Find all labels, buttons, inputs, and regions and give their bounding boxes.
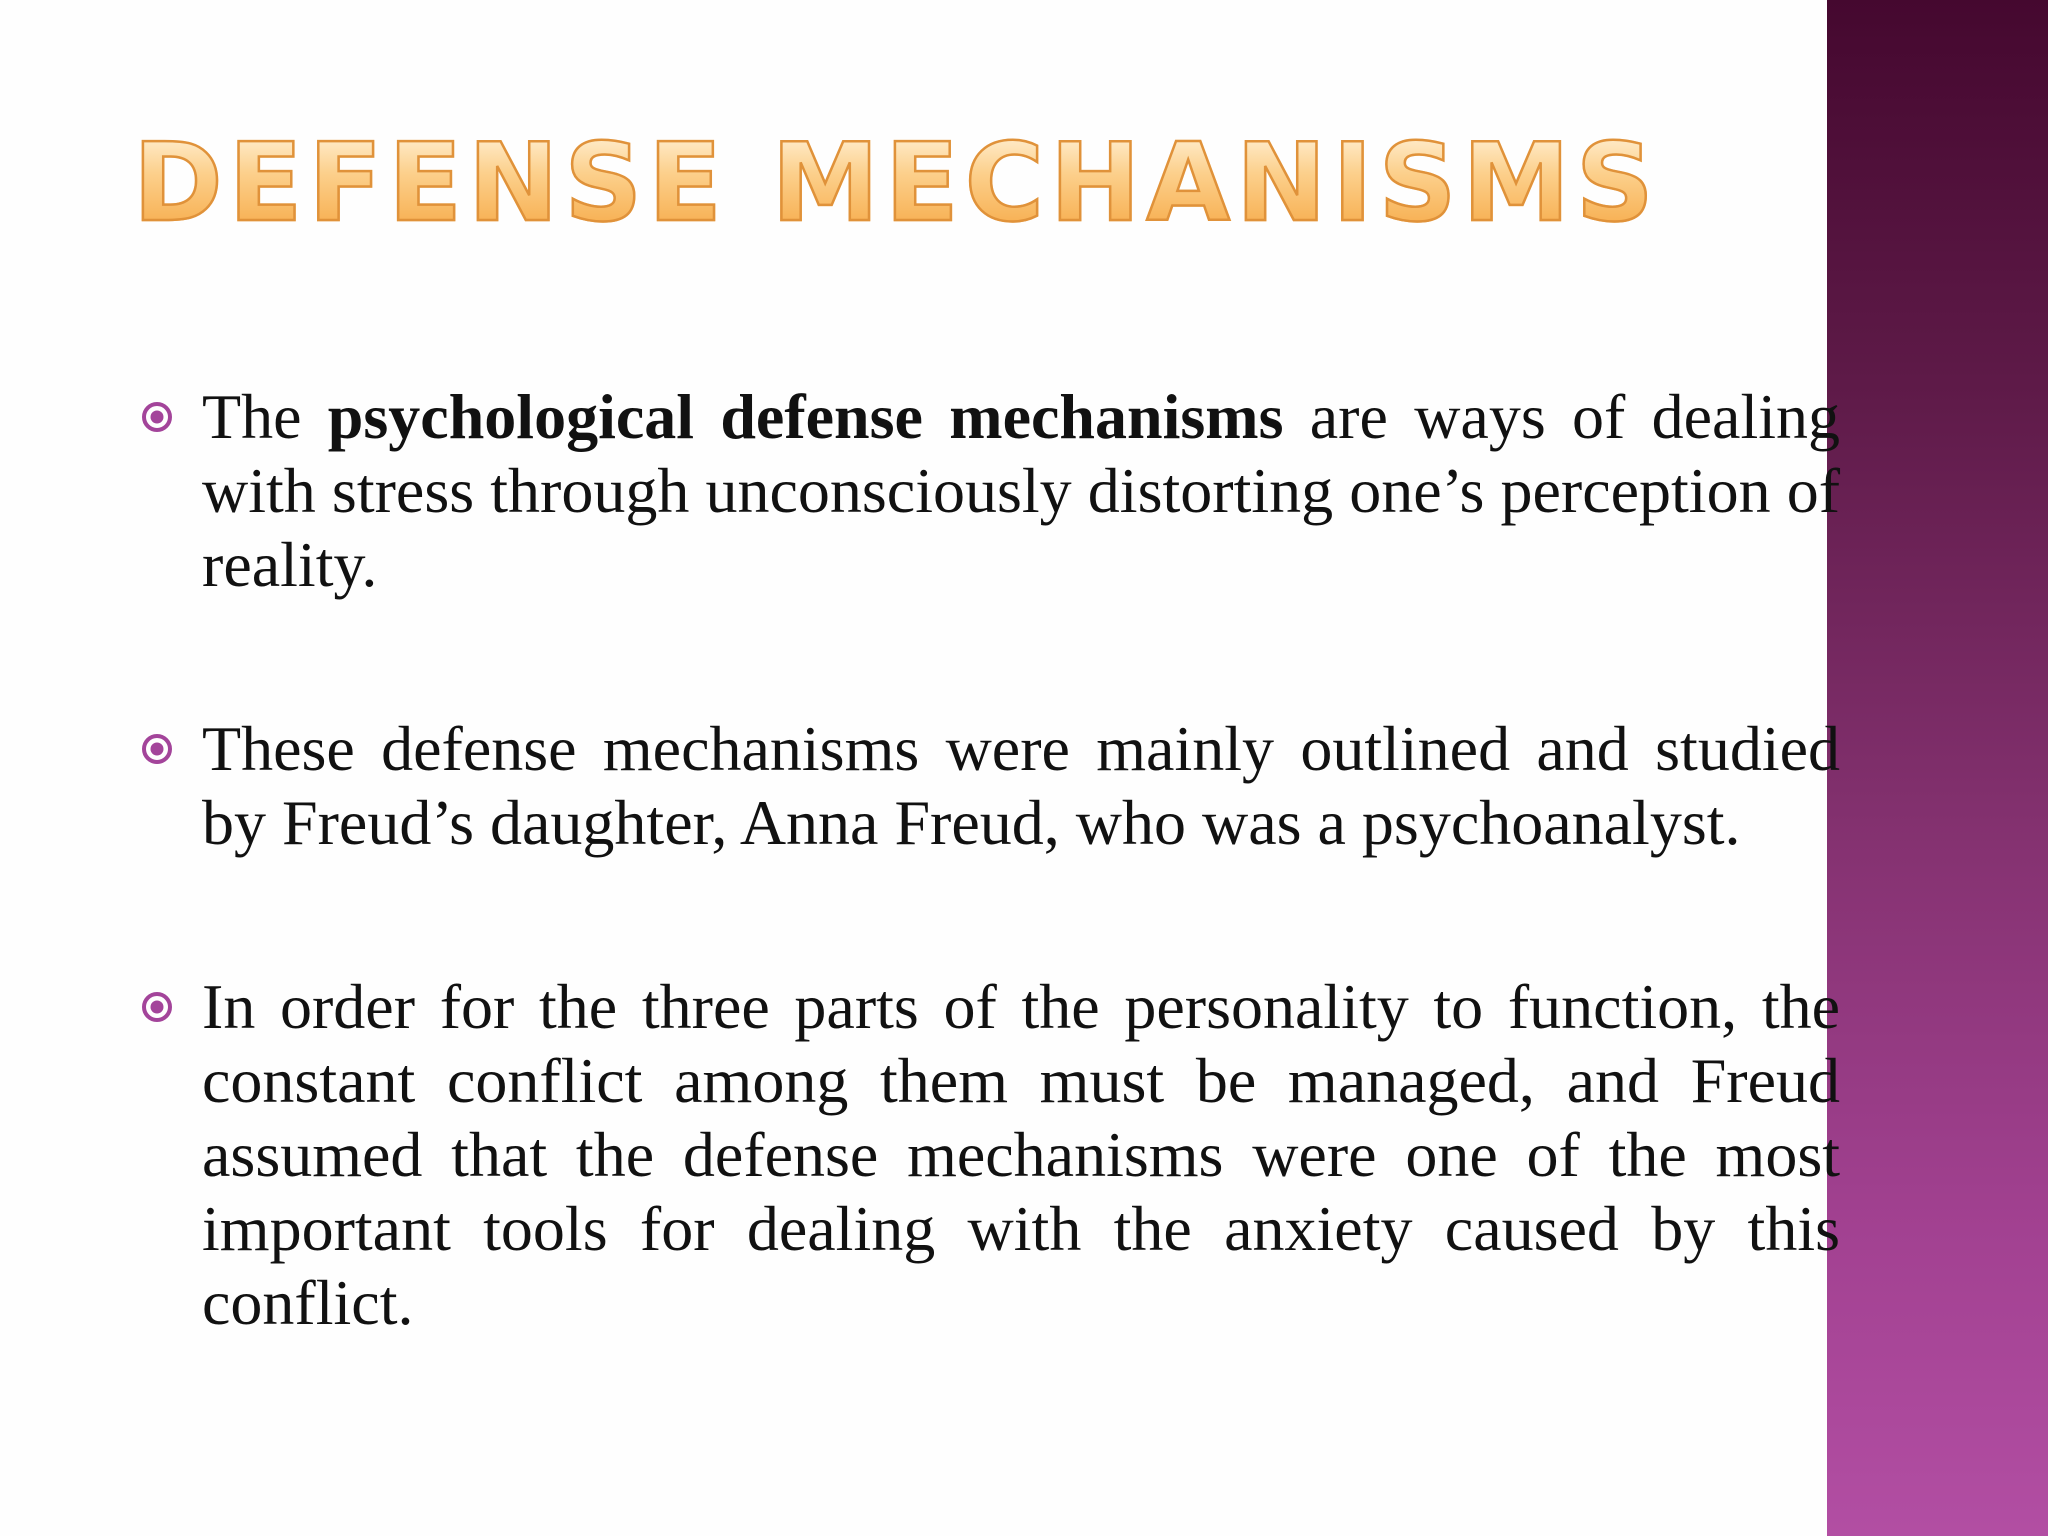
bullet-item-1	[140, 380, 1840, 602]
circled-dot-bullet-icon	[140, 712, 202, 786]
bullet-item-3	[140, 970, 1840, 1340]
circled-dot-bullet-icon	[140, 380, 202, 454]
bullet-text-2: These defense mechanisms were mainly outlined and studied by Freud’s daughter, Anna Freud, who was a psychoanalyst.	[202, 713, 1840, 858]
decorative-side-band	[1827, 0, 2048, 1536]
bold-term: psychological defense mechanisms	[327, 381, 1284, 452]
bullet-text-3: In order for the three parts of the personality to function, the constant conflict among them must be managed, and Freud assumed that the defense mechanisms were one of the most important tools for dealing with the anxiety caused by this conflict.	[202, 971, 1840, 1338]
bullet-list	[140, 380, 1840, 1340]
circled-dot-bullet-icon	[140, 970, 202, 1044]
bullet-item-2	[140, 712, 1840, 860]
bullet-text-1: The psychological defense mechanisms are ways of dealing with stress through unconsciously distorting one’s perception of reality.	[202, 381, 1841, 600]
slide-title: DEFENSE MECHANISMS	[133, 121, 1660, 246]
